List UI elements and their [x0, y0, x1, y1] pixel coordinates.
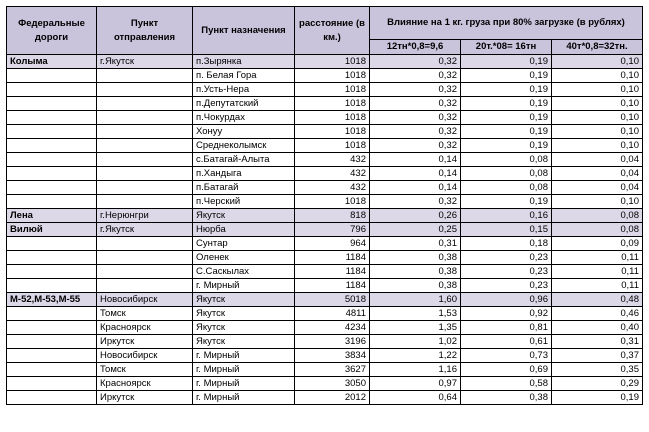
cell-distance: 3627: [295, 363, 370, 377]
cell-origin: Красноярск: [97, 377, 193, 391]
header-distance: расстояние (в км.): [295, 7, 370, 55]
cell-12t: 0,32: [370, 83, 461, 97]
cell-distance: 1018: [295, 69, 370, 83]
cell-origin: [97, 139, 193, 153]
cell-destination: Сунтар: [193, 237, 295, 251]
cell-destination: п.Усть-Нера: [193, 83, 295, 97]
cell-12t: 1,35: [370, 321, 461, 335]
table-row: [7, 335, 643, 349]
cell-destination: Якутск: [193, 209, 295, 223]
cell-distance: 1018: [295, 83, 370, 97]
cell-40t: 0,10: [552, 97, 643, 111]
cell-12t: 1,60: [370, 293, 461, 307]
cell-destination: С.Саскылах: [193, 265, 295, 279]
cell-40t: 0,04: [552, 181, 643, 195]
cell-20t: 0,23: [461, 251, 552, 265]
cell-40t: 0,29: [552, 377, 643, 391]
cell-40t: 0,48: [552, 293, 643, 307]
cell-distance: 964: [295, 237, 370, 251]
cell-12t: 0,25: [370, 223, 461, 237]
cell-destination: Якутск: [193, 307, 295, 321]
cell-40t: 0,10: [552, 69, 643, 83]
cell-12t: 1,02: [370, 335, 461, 349]
cell-12t: 0,32: [370, 125, 461, 139]
cell-origin: [97, 181, 193, 195]
cell-destination: Якутск: [193, 321, 295, 335]
table-row: [7, 265, 643, 279]
cell-distance: 796: [295, 223, 370, 237]
table-row: [7, 251, 643, 265]
cell-distance: 2012: [295, 391, 370, 405]
cell-origin: Иркутск: [97, 335, 193, 349]
cell-40t: 0,19: [552, 391, 643, 405]
cell-12t: 0,31: [370, 237, 461, 251]
cell-destination: Якутск: [193, 335, 295, 349]
cell-12t: 1,22: [370, 349, 461, 363]
table-header: [7, 7, 643, 55]
cell-40t: 0,08: [552, 209, 643, 223]
cell-distance: 432: [295, 181, 370, 195]
table-row: [7, 125, 643, 139]
table-row: [7, 307, 643, 321]
cell-40t: 0,40: [552, 321, 643, 335]
cell-origin: [97, 111, 193, 125]
cell-20t: 0,81: [461, 321, 552, 335]
cell-12t: 0,32: [370, 111, 461, 125]
table-row: [7, 237, 643, 251]
cell-destination: п.Зырянка: [193, 55, 295, 69]
cell-origin: [97, 97, 193, 111]
cell-40t: 0,35: [552, 363, 643, 377]
cell-road: [7, 265, 97, 279]
cell-20t: 0,92: [461, 307, 552, 321]
cell-road: М-52,М-53,М-55: [7, 293, 97, 307]
cell-12t: 0,38: [370, 279, 461, 293]
table-row: [7, 153, 643, 167]
cell-origin: [97, 83, 193, 97]
cell-20t: 0,58: [461, 377, 552, 391]
cell-12t: 0,14: [370, 181, 461, 195]
cell-road: [7, 237, 97, 251]
cell-road: [7, 349, 97, 363]
cell-12t: 0,32: [370, 55, 461, 69]
cell-20t: 0,16: [461, 209, 552, 223]
cell-origin: Красноярск: [97, 321, 193, 335]
cell-origin: Новосибирск: [97, 349, 193, 363]
table-row: [7, 55, 643, 69]
cell-12t: 0,32: [370, 97, 461, 111]
cell-road: [7, 97, 97, 111]
cell-road: [7, 307, 97, 321]
cell-40t: 0,37: [552, 349, 643, 363]
cell-20t: 0,08: [461, 153, 552, 167]
cell-road: [7, 111, 97, 125]
cell-40t: 0,31: [552, 335, 643, 349]
cell-40t: 0,11: [552, 279, 643, 293]
table-row: [7, 223, 643, 237]
header-20t: 20т.*08= 16тн: [461, 40, 552, 55]
cell-12t: 1,16: [370, 363, 461, 377]
cell-road: [7, 363, 97, 377]
cell-distance: 432: [295, 167, 370, 181]
cell-20t: 0,08: [461, 181, 552, 195]
table-body: [7, 55, 643, 405]
cell-road: [7, 195, 97, 209]
cell-20t: 0,19: [461, 55, 552, 69]
cell-origin: [97, 237, 193, 251]
cell-20t: 0,19: [461, 195, 552, 209]
header-12t: 12тн*0,8=9,6: [370, 40, 461, 55]
cell-distance: 1018: [295, 111, 370, 125]
cell-distance: 3196: [295, 335, 370, 349]
cell-origin: [97, 279, 193, 293]
cell-destination: Нюрба: [193, 223, 295, 237]
cell-20t: 0,61: [461, 335, 552, 349]
cell-road: [7, 279, 97, 293]
table-row: [7, 391, 643, 405]
cell-12t: 0,32: [370, 139, 461, 153]
header-influence: Влияние на 1 кг. груза при 80% загрузке (в рублях): [370, 7, 643, 40]
cell-distance: 4811: [295, 307, 370, 321]
cell-12t: 0,64: [370, 391, 461, 405]
cell-origin: Иркутск: [97, 391, 193, 405]
cell-20t: 0,19: [461, 97, 552, 111]
cell-destination: п. Белая Гора: [193, 69, 295, 83]
table-row: [7, 195, 643, 209]
cell-distance: 432: [295, 153, 370, 167]
cell-20t: 0,18: [461, 237, 552, 251]
cell-40t: 0,10: [552, 55, 643, 69]
cell-40t: 0,11: [552, 251, 643, 265]
cell-20t: 0,19: [461, 69, 552, 83]
cell-distance: 1018: [295, 195, 370, 209]
cell-destination: Якутск: [193, 293, 295, 307]
cell-road: Вилюй: [7, 223, 97, 237]
cell-12t: 0,14: [370, 153, 461, 167]
cell-20t: 0,19: [461, 139, 552, 153]
cell-road: [7, 181, 97, 195]
cell-20t: 0,15: [461, 223, 552, 237]
cell-road: [7, 251, 97, 265]
cell-road: [7, 69, 97, 83]
cell-road: [7, 153, 97, 167]
table-row: [7, 363, 643, 377]
table-row: [7, 167, 643, 181]
table-row: [7, 209, 643, 223]
cell-road: [7, 167, 97, 181]
cell-road: [7, 83, 97, 97]
cell-12t: 0,32: [370, 195, 461, 209]
cell-40t: 0,10: [552, 195, 643, 209]
cell-destination: г. Мирный: [193, 279, 295, 293]
cell-40t: 0,46: [552, 307, 643, 321]
cell-origin: г.Нерюнгри: [97, 209, 193, 223]
cell-destination: Оленек: [193, 251, 295, 265]
cell-40t: 0,10: [552, 125, 643, 139]
cell-destination: г. Мирный: [193, 349, 295, 363]
table-row: [7, 377, 643, 391]
cell-12t: 1,53: [370, 307, 461, 321]
table-row: [7, 293, 643, 307]
cell-destination: Хонуу: [193, 125, 295, 139]
cell-distance: 1184: [295, 265, 370, 279]
cell-distance: 5018: [295, 293, 370, 307]
cell-12t: 0,38: [370, 265, 461, 279]
cell-20t: 0,73: [461, 349, 552, 363]
table-row: [7, 181, 643, 195]
cell-40t: 0,04: [552, 153, 643, 167]
cell-20t: 0,19: [461, 111, 552, 125]
table-row: [7, 279, 643, 293]
cell-distance: 3050: [295, 377, 370, 391]
cell-origin: [97, 125, 193, 139]
table-row: [7, 139, 643, 153]
cell-road: [7, 139, 97, 153]
cell-destination: г. Мирный: [193, 363, 295, 377]
cell-road: [7, 335, 97, 349]
cell-12t: 0,32: [370, 69, 461, 83]
table-row: [7, 111, 643, 125]
cell-40t: 0,10: [552, 111, 643, 125]
cell-20t: 0,69: [461, 363, 552, 377]
cell-origin: [97, 153, 193, 167]
cell-origin: г.Якутск: [97, 223, 193, 237]
cell-40t: 0,11: [552, 265, 643, 279]
cell-destination: с.Батагай-Алыта: [193, 153, 295, 167]
freight-cost-table: [6, 6, 643, 405]
table-row: [7, 349, 643, 363]
cell-12t: 0,97: [370, 377, 461, 391]
cell-distance: 1018: [295, 125, 370, 139]
cell-road: [7, 391, 97, 405]
cell-origin: Новосибирск: [97, 293, 193, 307]
cell-origin: [97, 69, 193, 83]
cell-40t: 0,10: [552, 139, 643, 153]
cell-20t: 0,19: [461, 125, 552, 139]
cell-distance: 1018: [295, 55, 370, 69]
cell-20t: 0,38: [461, 391, 552, 405]
cell-destination: Среднеколымск: [193, 139, 295, 153]
cell-20t: 0,23: [461, 279, 552, 293]
cell-destination: г. Мирный: [193, 377, 295, 391]
cell-road: [7, 321, 97, 335]
cell-20t: 0,19: [461, 83, 552, 97]
cell-20t: 0,08: [461, 167, 552, 181]
cell-origin: [97, 167, 193, 181]
cell-destination: п.Хандыга: [193, 167, 295, 181]
cell-destination: п.Черский: [193, 195, 295, 209]
cell-12t: 0,14: [370, 167, 461, 181]
cell-40t: 0,04: [552, 167, 643, 181]
table-row: [7, 321, 643, 335]
cell-distance: 1018: [295, 139, 370, 153]
cell-origin: Томск: [97, 307, 193, 321]
cell-origin: [97, 195, 193, 209]
cell-distance: 1184: [295, 279, 370, 293]
cell-20t: 0,96: [461, 293, 552, 307]
cell-distance: 4234: [295, 321, 370, 335]
cell-origin: Томск: [97, 363, 193, 377]
cell-road: Колыма: [7, 55, 97, 69]
cell-destination: п.Чокурдах: [193, 111, 295, 125]
cell-12t: 0,26: [370, 209, 461, 223]
cell-20t: 0,23: [461, 265, 552, 279]
table-row: [7, 69, 643, 83]
table-row: [7, 97, 643, 111]
cell-origin: г.Якутск: [97, 55, 193, 69]
cell-road: [7, 125, 97, 139]
cell-12t: 0,38: [370, 251, 461, 265]
cell-road: [7, 377, 97, 391]
cell-road: Лена: [7, 209, 97, 223]
cell-distance: 3834: [295, 349, 370, 363]
cell-destination: г. Мирный: [193, 391, 295, 405]
cell-origin: [97, 251, 193, 265]
header-roads: Федеральные дороги: [7, 7, 97, 55]
cell-distance: 1018: [295, 97, 370, 111]
cell-destination: п.Батагай: [193, 181, 295, 195]
cell-distance: 818: [295, 209, 370, 223]
header-origin: Пункт отправления: [97, 7, 193, 55]
cell-distance: 1184: [295, 251, 370, 265]
cell-origin: [97, 265, 193, 279]
cell-destination: п.Депутатский: [193, 97, 295, 111]
table-row: [7, 83, 643, 97]
cell-40t: 0,08: [552, 223, 643, 237]
header-40t: 40т*0,8=32тн.: [552, 40, 643, 55]
cell-40t: 0,09: [552, 237, 643, 251]
cell-40t: 0,10: [552, 83, 643, 97]
header-destination: Пункт назначения: [193, 7, 295, 55]
